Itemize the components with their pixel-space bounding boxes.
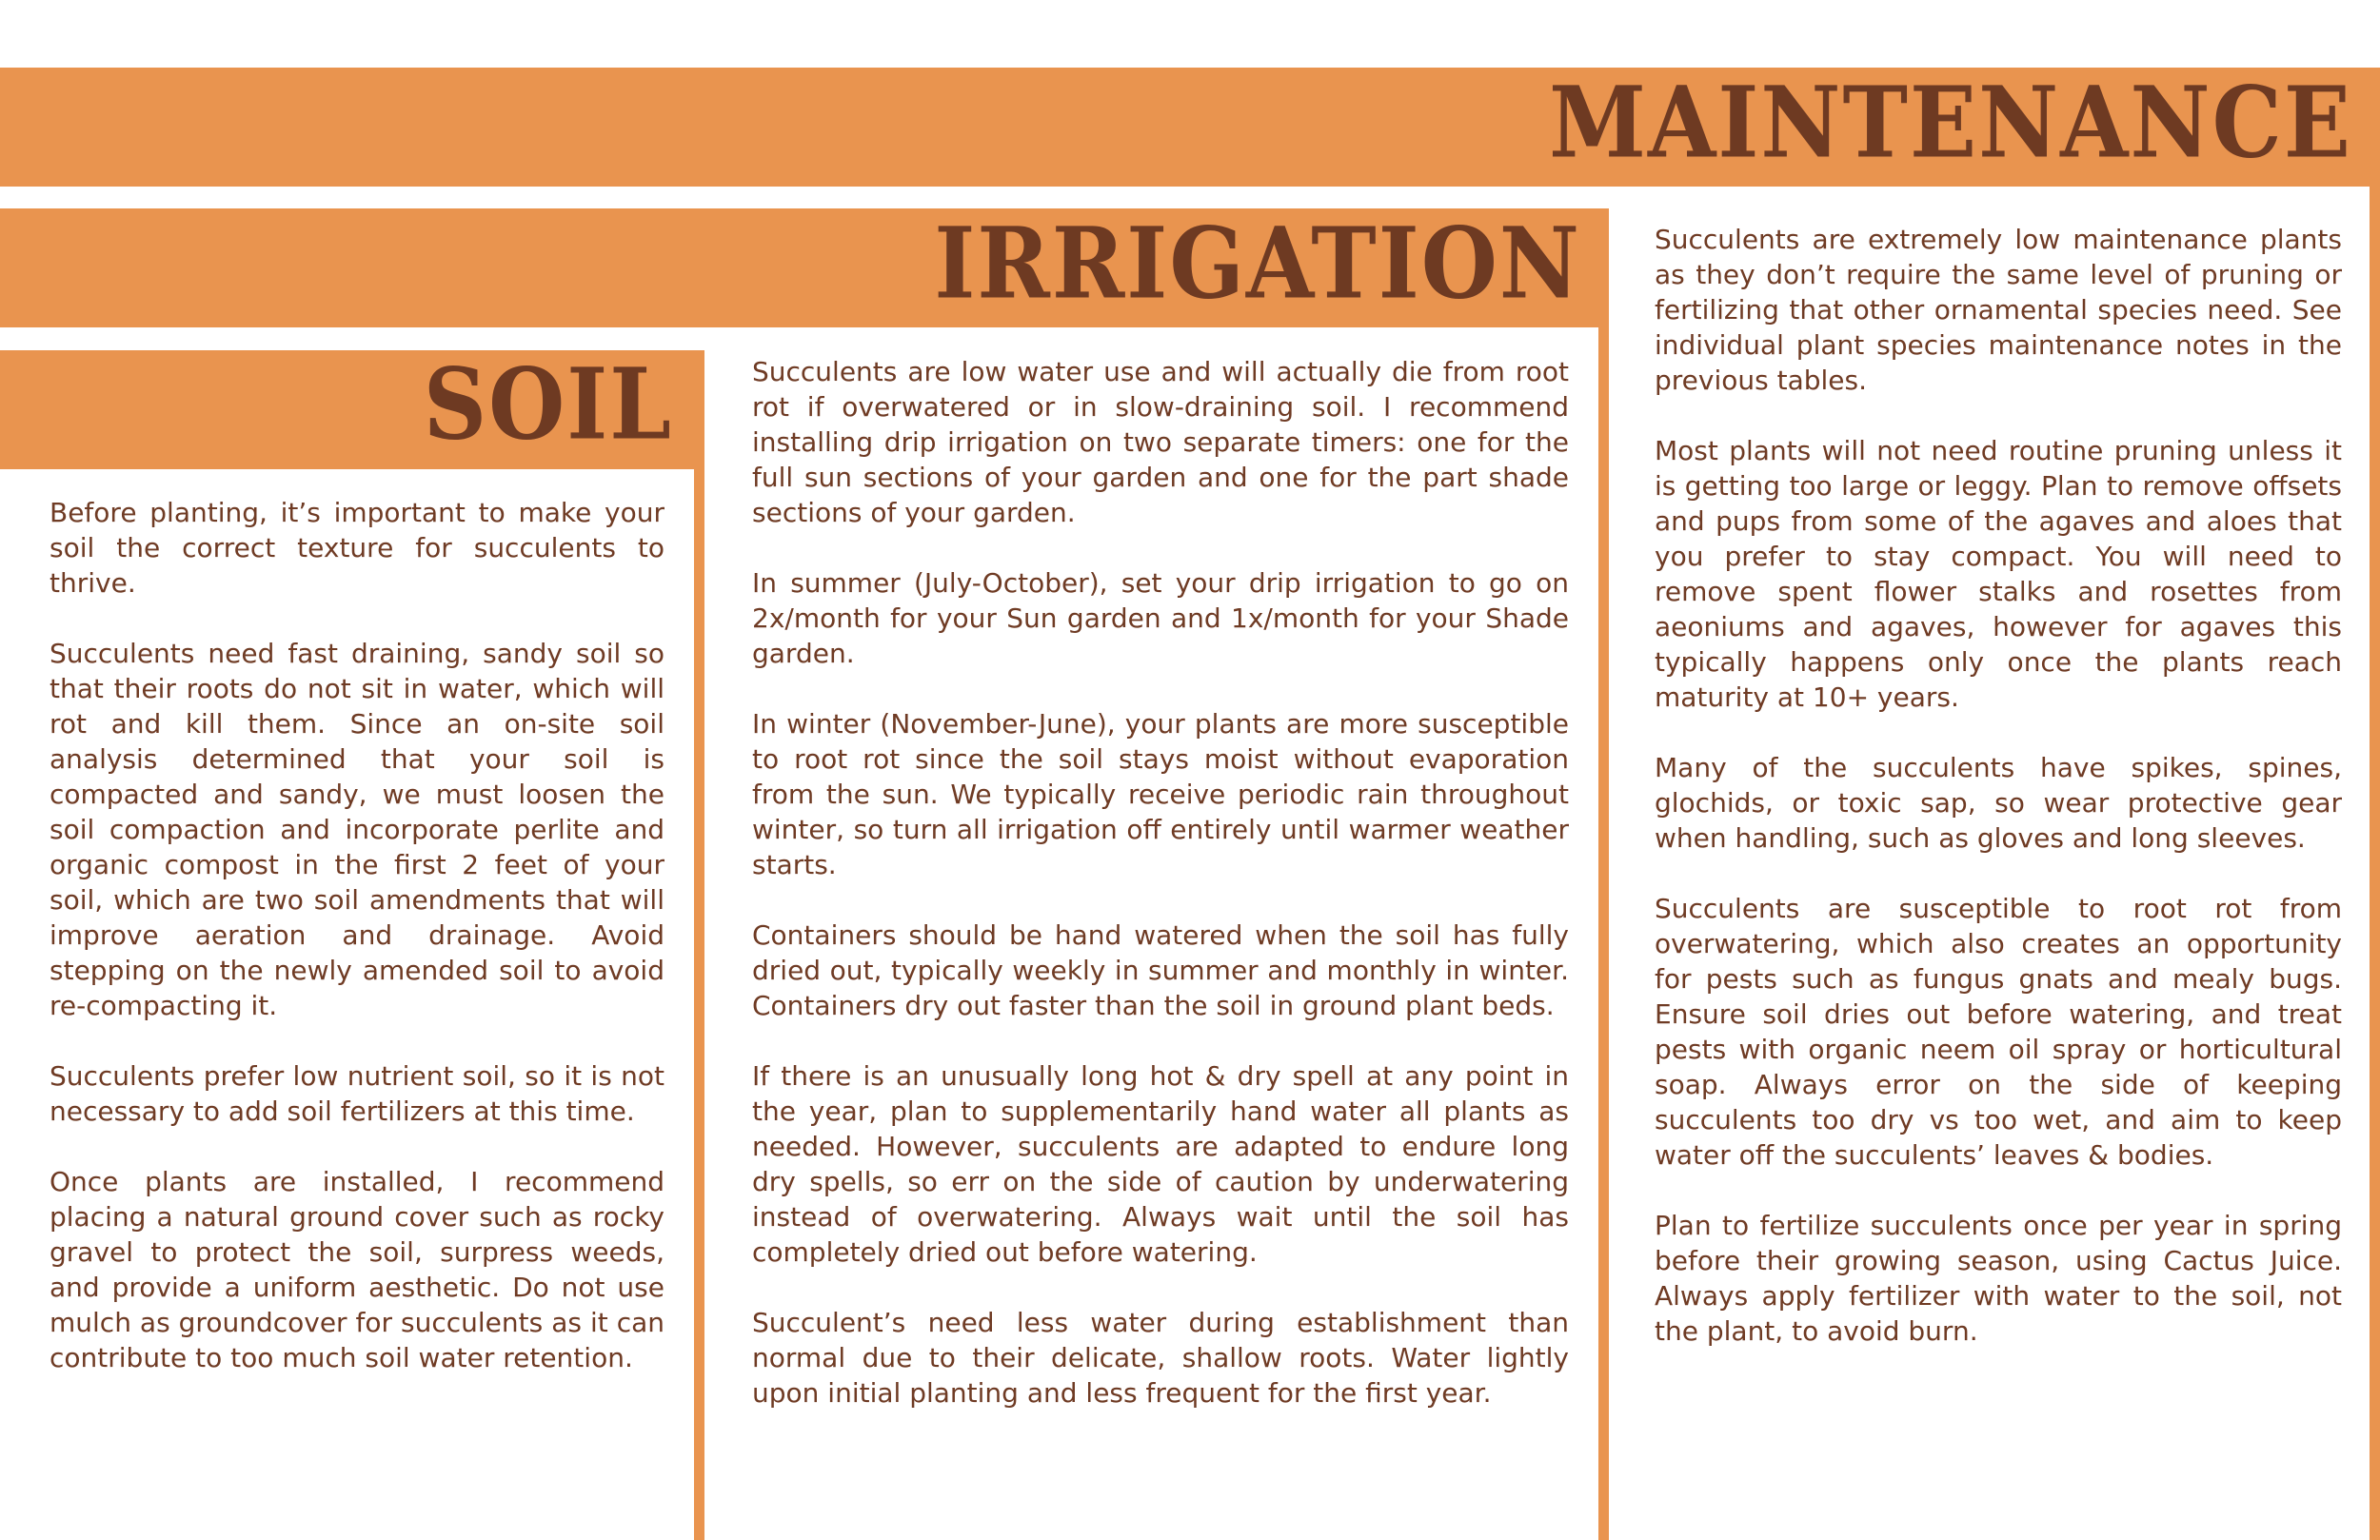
maintenance-paragraph: Succulents are extremely low maintenance plants as they don’t require the same level of pruning or fertilizing that other ornamental species need. See individual plant species maintenance notes in the previous tables. [1655,224,2342,396]
irrigation-paragraph: Succulents are low water use and will actually die from root rot if overwatered or in slow-draining soil. I recommend installing drip irrigation on two separate timers: one for the full sun sections of your garden and one for the part shade sections of your garden. [752,356,1569,528]
irrigation-paragraph: Succulent’s need less water during establishment than normal due to their delicate, shallow roots. Water lightly upon initial planting and less frequent for the first year. [752,1307,1569,1409]
irrigation-column-right-border [1598,208,1609,1540]
maintenance-column-right-border [2370,68,2380,1540]
soil-column-right-border [694,350,704,1540]
soil-paragraph: Succulents need fast draining, sandy soil so that their roots do not sit in water, which will rot and kill them. Since an on-site soil analysis determined that your soil is compacted and sandy, we must loosen the soil compaction and incorporate perlite and organic compost in the first 2 feet of your soil, which are two soil amendments that will improve aeration and drainage. Avoid stepping on the newly amended soil to avoid re-compacting it. [50,638,664,1021]
irrigation-paragraph: If there is an unusually long hot & dry spell at any point in the year, plan to supplementarily hand water all plants as needed. However, succulents are adapted to endure long dry spells, so err on the side of caution by underwatering instead of overwatering. Always wait until the soil has completely dried out before watering. [752,1060,1569,1268]
maintenance-heading: MAINTENANCE [1549,65,2352,180]
soil-paragraph: Once plants are installed, I recommend placing a natural ground cover such as rocky gravel to protect the soil, surpress weeds, and provide a uniform aesthetic. Do not use mulch as groundcover for succulents as it can contribute to too much soil water retention. [50,1166,664,1373]
maintenance-paragraph: Many of the succulents have spikes, spines, glochids, or toxic sap, so wear protective gear when handling, such as gloves and long sleeves. [1655,752,2342,854]
irrigation-body [752,354,1569,1446]
soil-heading: SOIL [423,346,673,462]
soil-paragraph: Succulents prefer low nutrient soil, so it is not necessary to add soil fertilizers at this time. [50,1060,664,1127]
irrigation-paragraph: Containers should be hand watered when the soil has fully dried out, typically weekly in summer and monthly in winter. Containers dry out faster than the soil in ground plant beds. [752,919,1569,1021]
irrigation-heading: IRRIGATION [934,205,1581,321]
maintenance-body [1655,222,2342,1384]
soil-body [50,495,664,1411]
maintenance-paragraph: Plan to fertilize succulents once per year in spring before their growing season, using Cactus Juice. Always apply fertilizer with water to the soil, not the plant, to avoid burn. [1655,1210,2342,1347]
maintenance-paragraph: Succulents are susceptible to root rot from overwatering, which also creates an opportunity for pests such as fungus gnats and mealy bugs. Ensure soil dries out before watering, and treat pests with organic neem oil spray or horticultural soap. Always error on the side of keeping succulents too dry vs too wet, and aim to keep water off the succulents’ leaves & bodies. [1655,893,2342,1171]
irrigation-paragraph: In summer (July-October), set your drip irrigation to go on 2x/month for your Sun garden and 1x/month for your Shade garden. [752,567,1569,669]
soil-paragraph: Before planting, it’s important to make your soil the correct texture for succulents to thrive. [50,497,664,599]
maintenance-paragraph: Most plants will not need routine pruning unless it is getting too large or leggy. Plan to remove offsets and pups from some of the agaves and aloes that you prefer to stay compact. You will need to remove spent flower stalks and rosettes from aeoniums and agaves, however for agaves this typically happens only once the plants reach maturity at 10+ years. [1655,435,2342,713]
irrigation-paragraph: In winter (November-June), your plants are more susceptible to root rot since the soil stays moist without evaporation from the sun. We typically receive periodic rain throughout winter, so turn all irrigation off entirely until warmer weather starts. [752,708,1569,880]
